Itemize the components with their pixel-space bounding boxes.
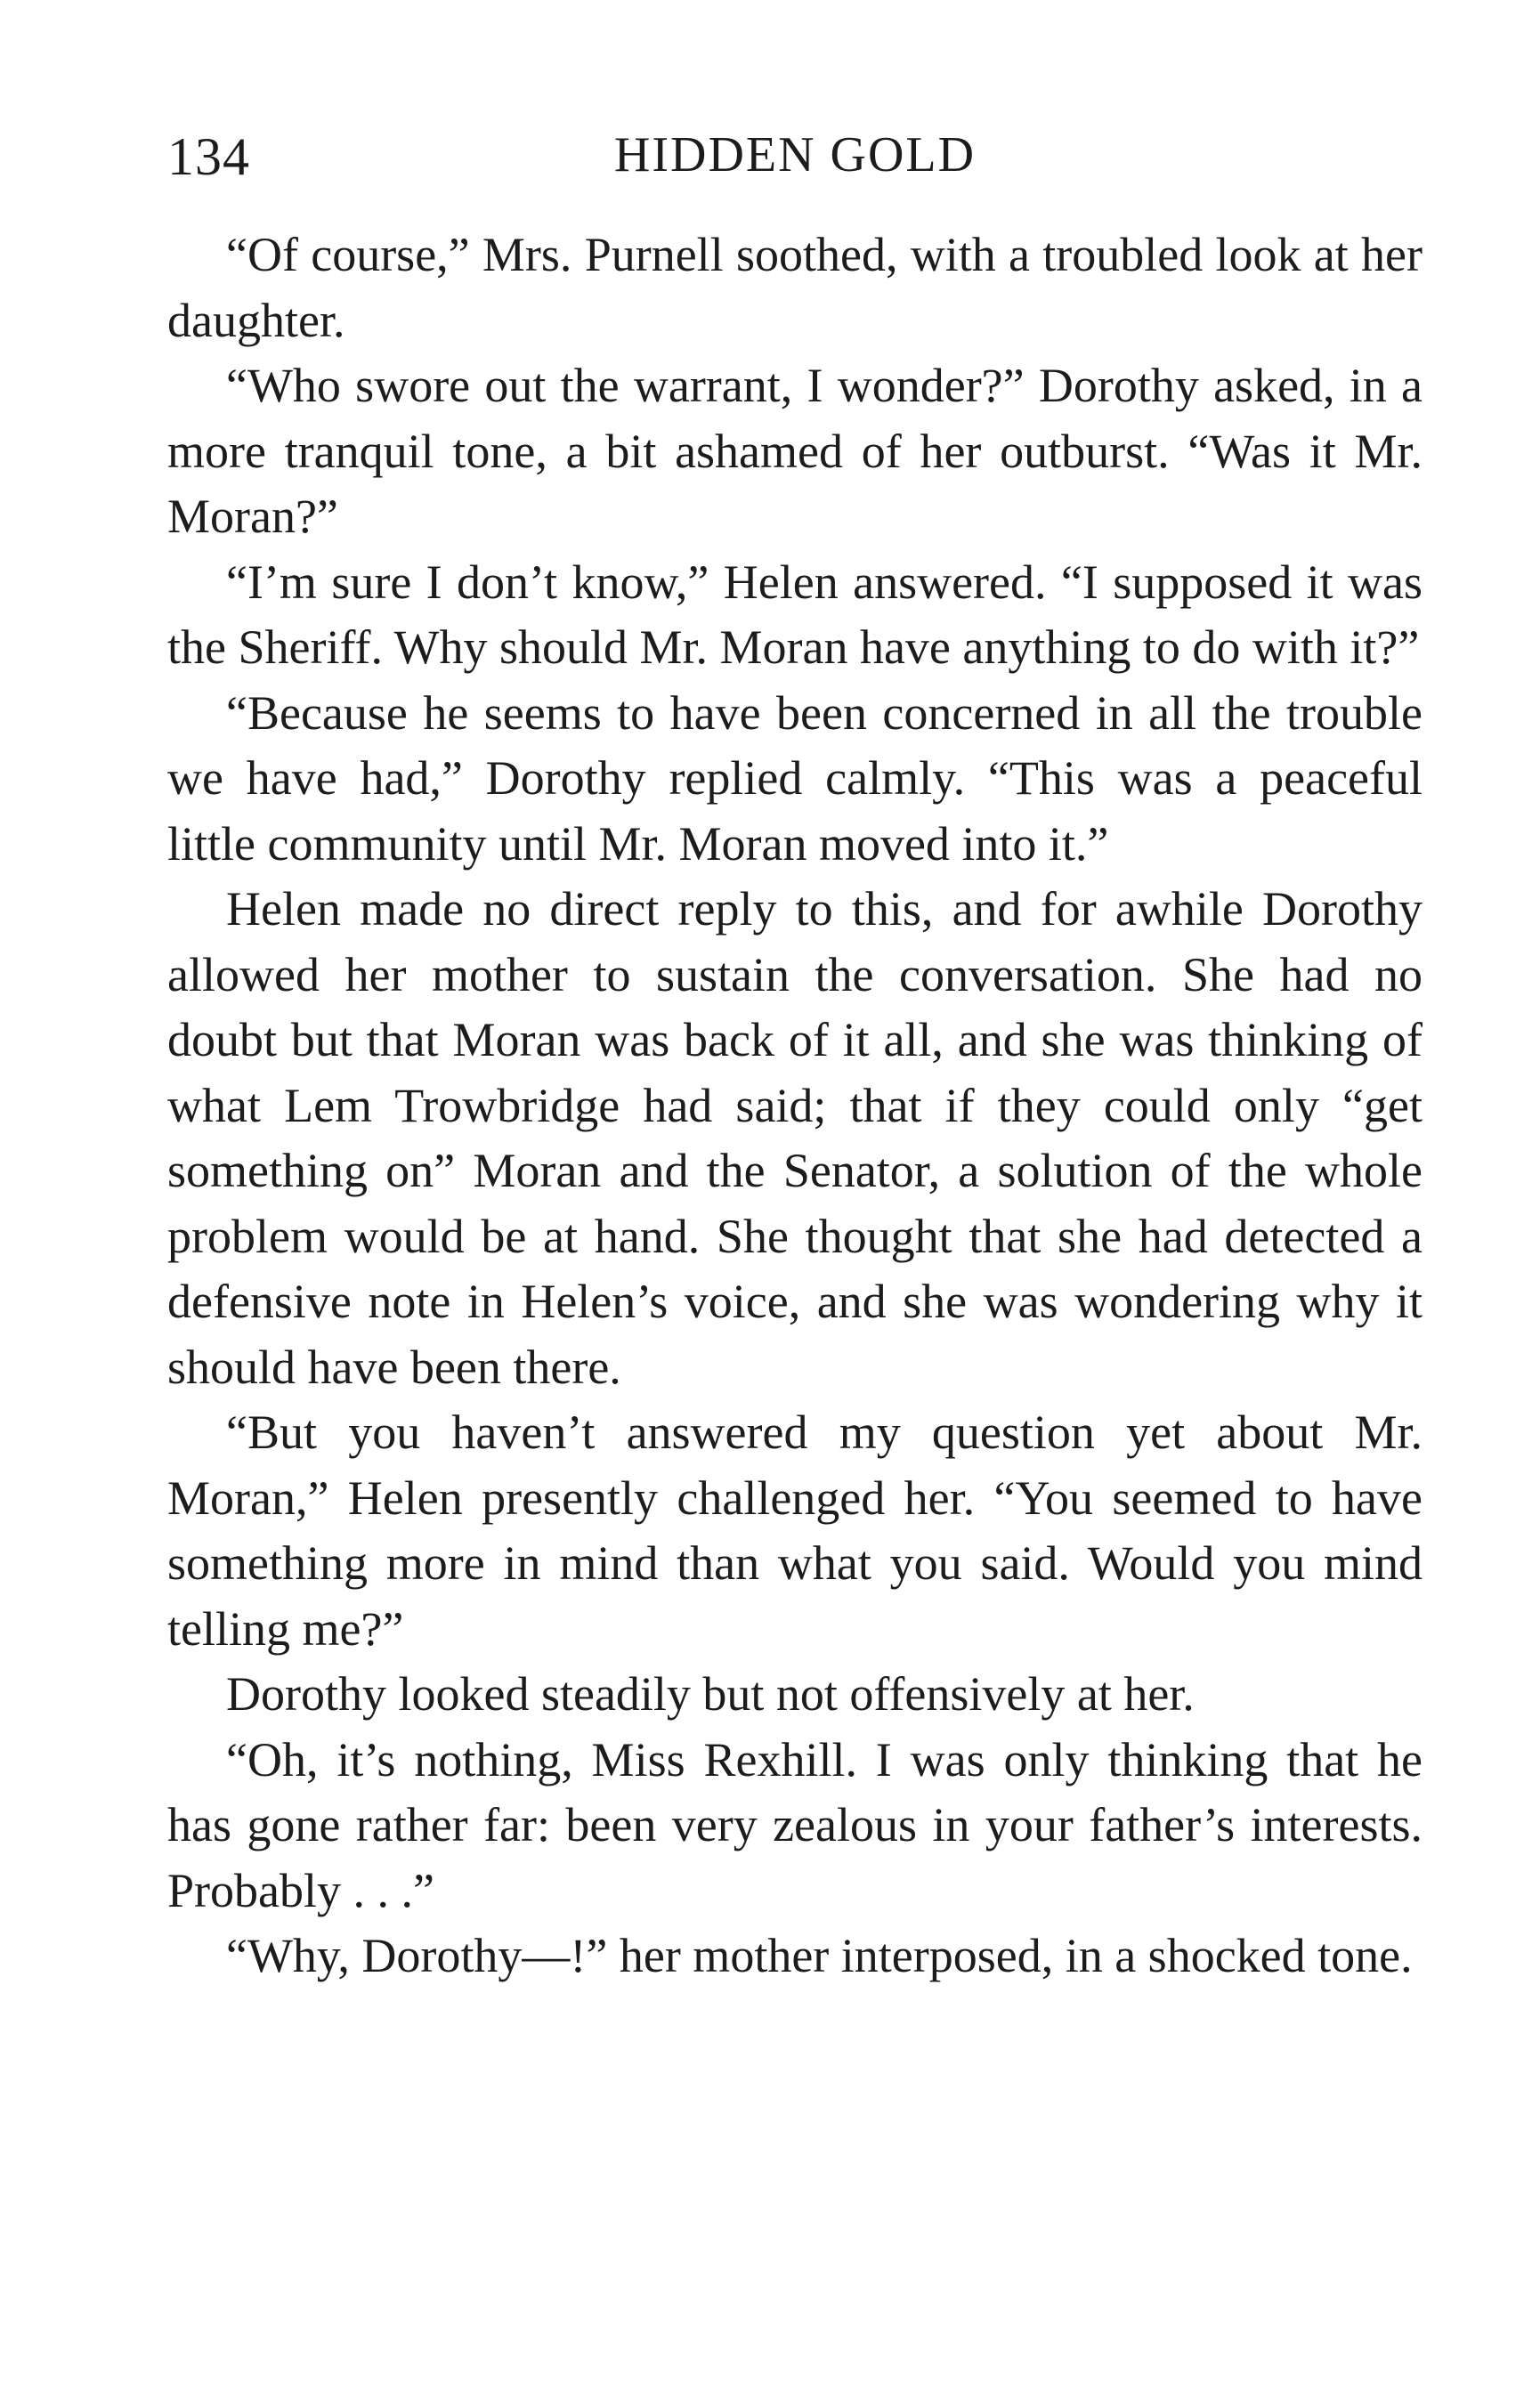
- paragraph: “Who swore out the warrant, I wonder?” Dorothy asked, in a more tranquil tone, a bit ashamed of her outburst. “Was it Mr. Moran?”: [167, 359, 1422, 543]
- paragraph: Helen made no direct reply to this, and for awhile Dorothy allowed her mother to sustain the conversation. She had no doubt but that Moran was back of it all, and she was thinking of what Lem Trowbridge had said; that if they could only “get something on” Moran and the Senator, a solution of the whole problem would be at hand. She thought that she had detected a defensive note in Helen’s voice, and she was wondering why it should have been there.: [167, 882, 1422, 1394]
- paragraph: “Why, Dorothy—!” her mother interposed, in a shocked tone.: [226, 1929, 1413, 1982]
- text-body: [167, 223, 1422, 1989]
- paragraph: “But you haven’t answered my question yet about Mr. Moran,” Helen presently challenged her. “You seemed to have something more in mind than what you said. Would you mind telling me?”: [167, 1406, 1422, 1656]
- running-head: [167, 126, 1422, 198]
- paragraph: “Oh, it’s nothing, Miss Rexhill. I was only thinking that he has gone rather far: been very zealous in your father’s interests. Probably . . .”: [167, 1732, 1422, 1917]
- paragraph: Dorothy looked steadily but not offensively at her.: [226, 1667, 1195, 1721]
- running-title: HIDDEN GOLD: [613, 127, 977, 182]
- paragraph: “Because he seems to have been concerned in all the trouble we have had,” Dorothy replied calmly. “This was a peaceful little community until Mr. Moran moved into it.”: [167, 685, 1422, 871]
- paragraph: “I’m sure I don’t know,” Helen answered. “I supposed it was the Sheriff. Why should Mr. Moran have anything to do with it?”: [167, 555, 1422, 674]
- paragraph: “Of course,” Mrs. Purnell soothed, with a troubled look at her daughter.: [167, 228, 1422, 347]
- page-number: 134: [167, 127, 250, 186]
